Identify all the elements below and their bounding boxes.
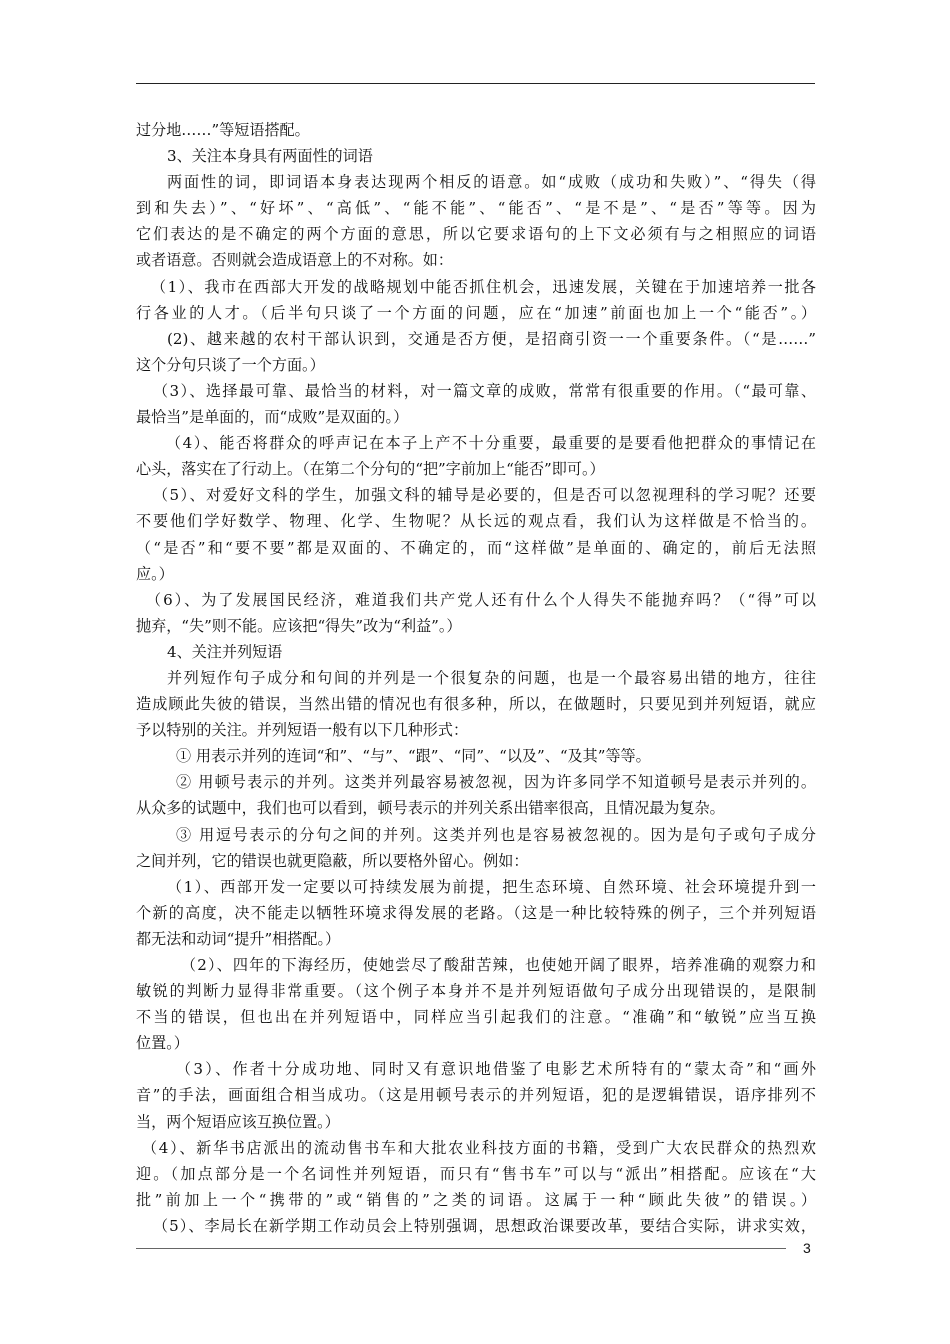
text-line: 或者语意。否则就会造成语意上的不对称。如： bbox=[136, 251, 453, 270]
example-line: (2)、越来越的农村干部认识到，交通是否方便，是招商引资一一个重要条件。（“是……” bbox=[167, 329, 816, 348]
list-item: ③ 用逗号表示的分句之间的并列。这类并列也是容易被忽视的。因为是句子或句子成分 bbox=[176, 825, 816, 844]
text-line: 音”的手法，画面组合相当成功。（这是用顿号表示的并列短语，犯的是逻辑错误，语序排列不 bbox=[136, 1086, 816, 1105]
text-line: 从众多的试题中，我们也可以看到，顿号表示的并列关系出错率很高，且情况最为复杂。 bbox=[136, 799, 725, 818]
text-line: 造成顾此失彼的错误，当然出错的情况也有很多种，所以，在做题时，只要见到并列短语，就应 bbox=[136, 695, 816, 714]
example-line: （3）、作者十分成功地、同时又有意识地借鉴了电影艺术所特有的“蒙太奇”和“画外 bbox=[176, 1060, 816, 1079]
example-line: （1）、我市在西部大开发的战略规划中能否抓住机会，迅速发展，关键在于加速培养一批各 bbox=[151, 277, 816, 296]
text-line: （“是否”和“要不要”都是双面的、不确定的，而“这样做”是单面的、确定的，前后无法照 bbox=[136, 538, 816, 557]
list-item: ① 用表示并列的连词“和”、“与”、“跟”、“同”、“以及”、“及其”等等。 bbox=[176, 747, 651, 766]
page-number: 3 bbox=[803, 1240, 811, 1256]
document-body bbox=[136, 117, 816, 1239]
text-line: 到和失去）”、“好坏”、“高低”、“能不能”、“能否”、“是不是”、“是否”等等。因为 bbox=[136, 199, 816, 218]
text-line: 予以特别的关注。并列短语一般有以下几种形式： bbox=[136, 721, 469, 740]
example-line: （2）、四年的下海经历，使她尝尽了酸甜苦辣，也使她开阔了眼界，培养准确的观察力和 bbox=[181, 956, 816, 974]
text-line: 都无法和动词“提升”相搭配。） bbox=[136, 929, 341, 948]
list-item: ② 用顿号表示的并列。这类并列最容易被忽视，因为许多同学不知道顿号是表示并列的。 bbox=[176, 773, 816, 792]
text-line: 应。） bbox=[136, 564, 174, 583]
header-rule bbox=[136, 83, 815, 84]
text-line: 它们表达的是不确定的两个方面的意思，所以它要求语句的上下文必须有与之相照应的词语 bbox=[136, 225, 816, 244]
text-line: 不当的错误，但也出在并列短语中，同样应当引起我们的注意。“准确”和“敏锐”应当互换 bbox=[136, 1008, 816, 1027]
example-line: （5）、对爱好文科的学生，加强文科的辅导是必要的，但是否可以忽视理科的学习呢？还要 bbox=[153, 486, 816, 505]
example-line: （6）、为了发展国民经济，难道我们共产党人还有什么个人得失不能抛弃吗？（“得”可以 bbox=[146, 590, 816, 609]
text-line: 抛弃，“失”则不能。应该把“得失”改为“利益”。） bbox=[136, 616, 462, 635]
text-line: 批”前加上一个“携带的”或“销售的”之类的词语。这属于一种“顾此失彼”的错误。） bbox=[136, 1190, 816, 1209]
text-line: 位置。） bbox=[136, 1034, 189, 1053]
example-line: （5）、李局长在新学期工作动员会上特别强调，思想政治课要改革，要结合实际，讲求实效， bbox=[153, 1216, 816, 1235]
text-line: 迎。（加点部分是一个名词性并列短语，而只有“售书车”可以与“派出”相搭配。应该在“大 bbox=[136, 1164, 816, 1183]
example-line: （4）、新华书店派出的流动售书车和大批农业科技方面的书籍，受到广大农民群众的热烈欢 bbox=[142, 1138, 816, 1157]
footer-rule bbox=[136, 1248, 786, 1249]
text-line: 敏锐的判断力显得非常重要。（这个例子本身并不是并列短语做句子成分出现错误的，是限制 bbox=[136, 982, 816, 1001]
text-line: 最恰当”是单面的，而“成败”是双面的。） bbox=[136, 408, 409, 427]
text-line: 这个分句只谈了一个方面。） bbox=[136, 355, 325, 374]
text-line: 当，两个短语应该互换位置。） bbox=[136, 1112, 340, 1131]
text-line: 之间并列，它的错误也就更隐蔽，所以要格外留心。例如： bbox=[136, 851, 529, 870]
text-line: 不要他们学好数学、物理、化学、生物呢？从长远的观点看，我们认为这样做是不恰当的。 bbox=[136, 512, 816, 531]
text-line: 两面性的词，即词语本身表达现两个相反的语意。如“成败（成功和失败）”、“得失（得 bbox=[167, 173, 816, 192]
text-line: 行各业的人才。（后半句只谈了一个方面的问题，应在“加速”前面也加上一个“能否”。） bbox=[136, 303, 816, 322]
example-line: （3）、选择最可靠、最恰当的材料，对一篇文章的成败，常常有很重要的作用。（“最可靠、 bbox=[153, 381, 816, 400]
section-heading: 3、关注本身具有两面性的词语 bbox=[167, 147, 373, 166]
text-line: 个新的高度，决不能走以牺牲环境求得发展的老路。（这是一种比较特殊的例子，三个并列短语 bbox=[136, 903, 816, 922]
text-line: 心头，落实在了行动上。（在第二个分句的“把”字前加上“能否”即可。） bbox=[136, 460, 605, 479]
example-line: （1）、西部开发一定要以可持续发展为前提，把生态环境、自然环境、社会环境提升到一 bbox=[167, 877, 816, 896]
section-heading: 4、关注并列短语 bbox=[167, 642, 283, 661]
text-line: 并列短作句子成分和句间的并列是一个很复杂的问题，也是一个最容易出错的地方，往往 bbox=[167, 668, 816, 687]
text-line: 过分地……”等短语搭配。 bbox=[136, 121, 310, 139]
example-line: （4）、能否将群众的呼声记在本子上产不十分重要，最重要的是要看他把群众的事情记在 bbox=[166, 434, 816, 453]
